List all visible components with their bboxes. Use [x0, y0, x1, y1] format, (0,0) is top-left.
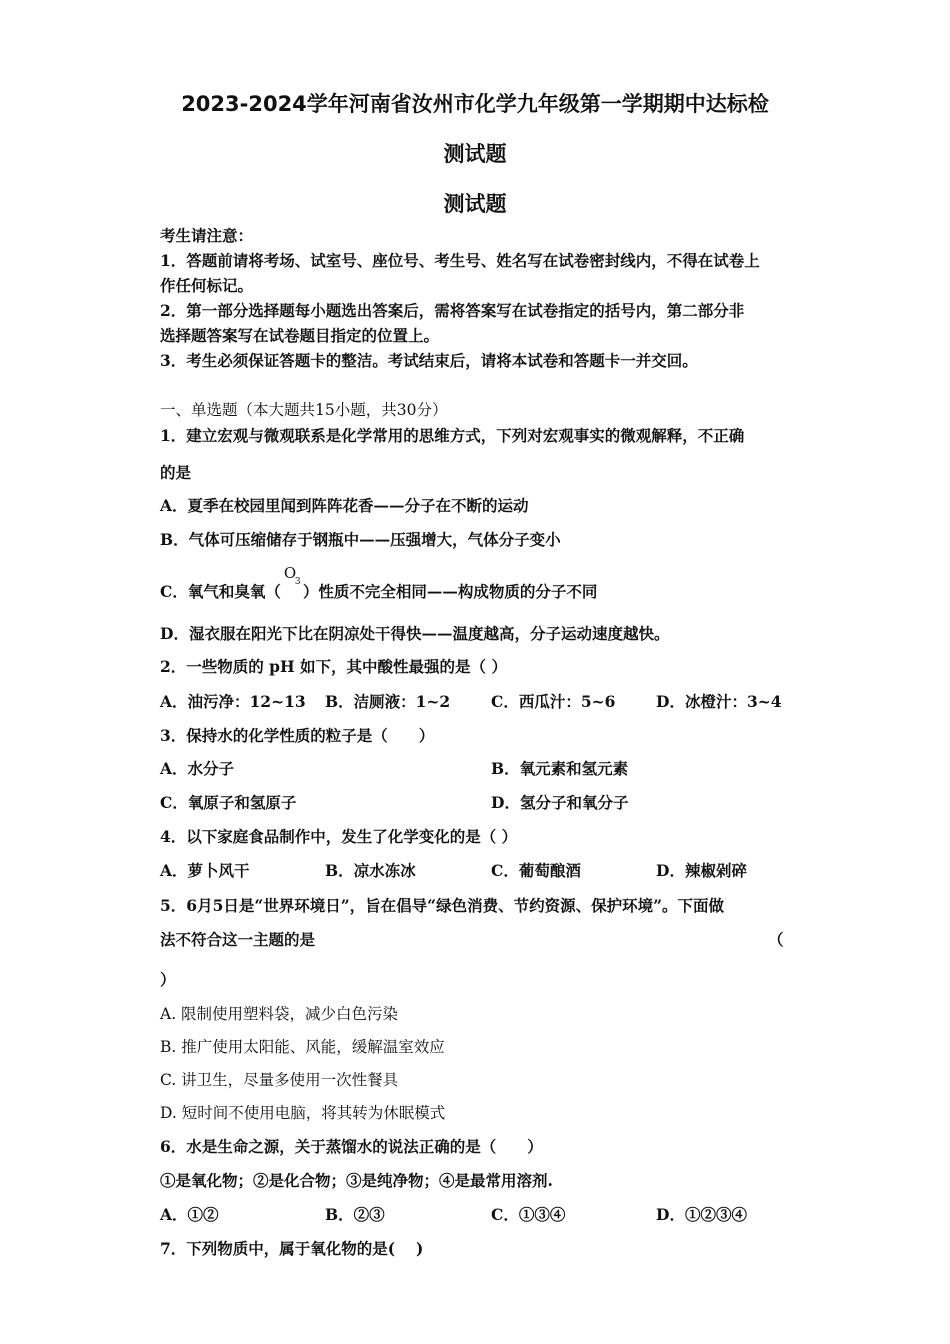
q5-stem-b: 法不符合这一主题的是 — [160, 930, 316, 949]
notice-item-3: 3．考生必须保证答题卡的整洁。考试结束后，请将本试卷和答题卡一并交回。 — [160, 351, 698, 370]
q3-option-b: B．氧元素和氢元素 — [491, 759, 629, 778]
q3-option-d: D．氢分子和氧分子 — [491, 793, 629, 812]
q1-option-c — [160, 564, 598, 602]
q6-option-b: B．②③ — [325, 1205, 385, 1224]
q6-statements: ①是氧化物；②是化合物；③是纯净物；④是最常用溶剂. — [160, 1171, 553, 1190]
q5-option-d: D. 短时间不使用电脑，将其转为休眠模式 — [160, 1104, 446, 1122]
q1-option-c-pre: C．氧气和臭氧（ — [160, 582, 281, 601]
page-title-line2: 测试题 — [443, 142, 507, 166]
notice-item-1b: 作任何标记。 — [160, 276, 254, 295]
q2-option-c: C．西瓜汁：5~6 — [491, 692, 616, 711]
q1-option-b: B．气体可压缩储存于钢瓶中——压强增大，气体分子变小 — [160, 530, 561, 549]
q6-option-a: A．①② — [160, 1205, 219, 1224]
q5-option-c: C. 讲卫生，尽量多使用一次性餐具 — [160, 1071, 399, 1089]
notice-item-2a: 2．第一部分选择题每小题选出答案后，需将答案写在试卷指定的括号内，第二部分非 — [160, 301, 745, 320]
page-title-line3: 测试题 — [443, 192, 507, 216]
q1-option-a: A．夏季在校园里闻到阵阵花香——分子在不断的运动 — [160, 496, 529, 515]
ozone-O: O — [283, 564, 297, 582]
q6-stem: 6．水是生命之源，关于蒸馏水的说法正确的是（ ） — [160, 1137, 543, 1156]
q1-stem-a: 1．建立宏观与微观联系是化学常用的思维方式，下列对宏观事实的微观解释，不正确 — [160, 426, 745, 445]
q6-option-d: D．①②③④ — [656, 1205, 747, 1224]
q2-option-d: D．冰橙汁：3~4 — [656, 692, 782, 711]
q6-option-c: C．①③④ — [491, 1205, 566, 1224]
ozone-formula — [281, 564, 303, 597]
page-title-line1: 2023-2024学年河南省汝州市化学九年级第一学期期中达标检 — [181, 92, 769, 116]
q1-stem-b: 的是 — [160, 463, 192, 482]
q4-option-b: B．凉水冻冰 — [325, 861, 416, 880]
notice-heading: 考生请注意： — [160, 226, 254, 245]
q5-option-a: A. 限制使用塑料袋，减少白色污染 — [160, 1005, 399, 1023]
q1-option-c-post: ）性质不完全相同——构成物质的分子不同 — [302, 582, 598, 601]
q5-paren-open: （ — [768, 930, 784, 949]
section-heading: 一、单选题（本大题共15小题，共30分） — [160, 401, 448, 419]
q7-stem: 7．下列物质中，属于氧化物的是( ) — [160, 1239, 424, 1258]
q2-option-a: A．油污净：12~13 — [160, 692, 306, 711]
q4-stem: 4．以下家庭食品制作中，发生了化学变化的是（ ） — [160, 827, 518, 846]
q2-option-b: B．洁厕液：1~2 — [325, 692, 451, 711]
q5-stem-a: 5．6月5日是“世界环境日”，旨在倡导“绿色消费、节约资源、保护环境”。下面做 — [160, 896, 725, 915]
q3-option-a: A．水分子 — [160, 759, 235, 778]
notice-item-2b: 选择题答案写在试卷题目指定的位置上。 — [160, 326, 440, 345]
q3-option-c: C．氧原子和氢原子 — [160, 793, 297, 812]
ozone-subscript: 3 — [294, 577, 301, 587]
q4-option-c: C．葡萄酿酒 — [491, 861, 581, 880]
q3-stem: 3．保持水的化学性质的粒子是（ ） — [160, 726, 435, 745]
q4-option-a: A．萝卜风干 — [160, 861, 250, 880]
q5-paren-close: ） — [160, 970, 176, 989]
q4-option-d: D．辣椒剁碎 — [656, 861, 747, 880]
notice-item-1a: 1．答题前请将考场、试室号、座位号、考生号、姓名写在试卷密封线内，不得在试卷上 — [160, 251, 760, 270]
q2-stem: 2．一些物质的 pH 如下，其中酸性最强的是（ ） — [160, 657, 507, 676]
q1-option-d: D．湿衣服在阳光下比在阴凉处干得快——温度越高，分子运动速度越快。 — [160, 624, 670, 643]
q5-option-b: B. 推广使用太阳能、风能，缓解温室效应 — [160, 1038, 445, 1056]
